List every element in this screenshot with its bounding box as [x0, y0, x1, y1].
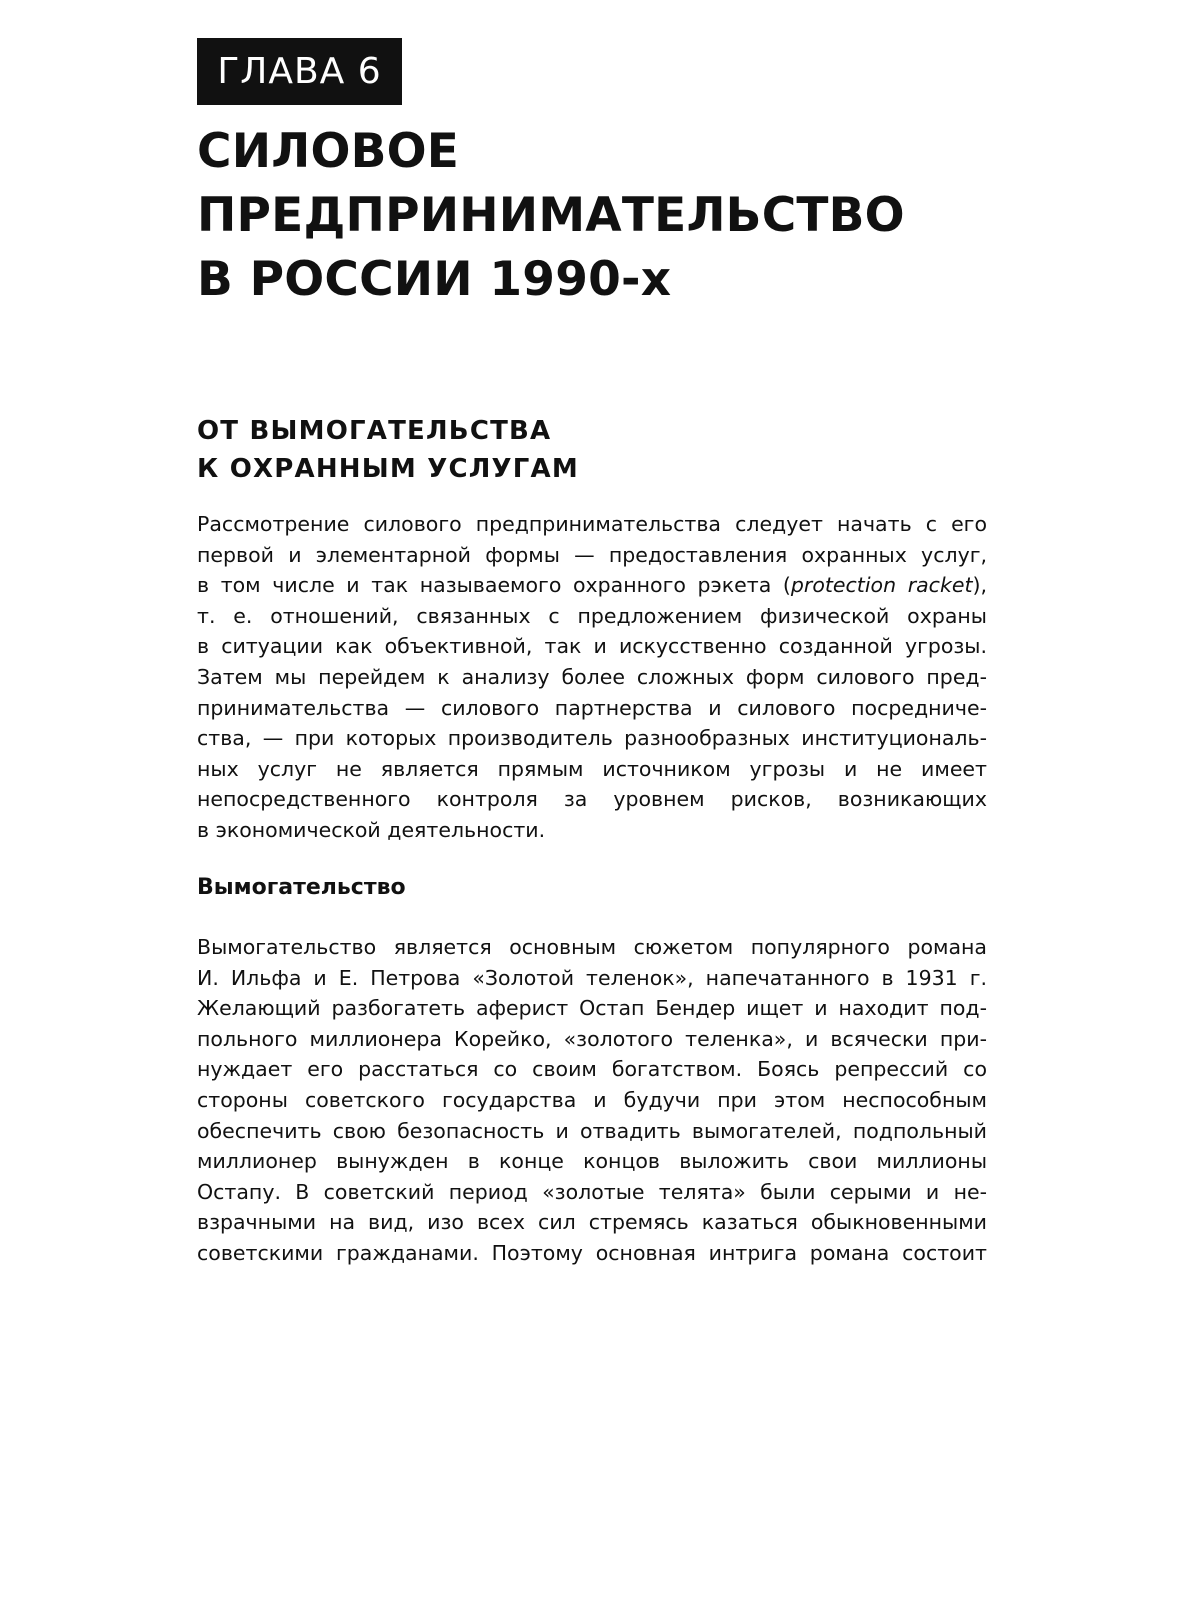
text-line: взрачными на вид, изо всех сил стремясь казаться обыкновенными [197, 1210, 987, 1235]
section-title-line: К ОХРАННЫМ УСЛУГАМ [197, 454, 579, 484]
text-fragment: ), [972, 573, 987, 598]
text-line: Рассмотрение силового предпринимательства следует начать с его [197, 512, 987, 536]
section-paragraph [197, 509, 987, 846]
text-line: Желающий разбогатеть аферист Остап Бендер ищет и находит под- [197, 996, 987, 1021]
text-line: ства, — при которых производитель разнообразных институциональ- [197, 726, 987, 751]
text-line: Остапу. В советский период «золотые телята» были серыми и не- [197, 1179, 987, 1204]
text-line: первой и элементарной формы — предоставления охранных услуг, [197, 542, 987, 567]
text-line: нуждает его расстаться со своим богатством. Боясь репрессий со [197, 1057, 987, 1082]
chapter-label: ГЛАВА 6 [197, 38, 402, 105]
chapter-title-line: ПРЕДПРИНИМАТЕЛЬСТВО [197, 188, 905, 243]
text-line: Затем мы перейдем к анализу более сложных форм силового пред- [197, 664, 987, 689]
section-title-line: ОТ ВЫМОГАТЕЛЬСТВА [197, 416, 552, 446]
text-line [197, 570, 987, 601]
text-line: Вымогательство является основным сюжетом популярного романа [197, 935, 987, 959]
text-line: польного миллионера Корейко, «золотого теленка», и всячески при- [197, 1026, 987, 1051]
section-title [197, 412, 997, 488]
text-line: советскими гражданами. Поэтому основная интрига романа состоит [197, 1240, 987, 1265]
text-line: в ситуации как объективной, так и искусственно созданной угрозы. [197, 634, 987, 659]
chapter-title-line: В РОССИИ 1990-х [197, 252, 672, 307]
text-line: миллионер вынужден в конце концов выложить свои миллионы [197, 1149, 987, 1174]
text-line: принимательства — силового партнерства и силового посредниче- [197, 695, 987, 720]
subsection-title: Вымогательство [197, 875, 406, 900]
text-line: стороны советского государства и будучи при этом неспособным [197, 1087, 987, 1112]
subsection-paragraph [197, 932, 987, 1269]
text-fragment: в том числе и так называемого охранного рэкета ( [197, 573, 791, 598]
chapter-title-line: СИЛОВОЕ [197, 124, 460, 179]
text-line: обеспечить свою безопасность и отвадить вымогателей, подпольный [197, 1118, 987, 1143]
text-line: ных услуг не является прямым источником угрозы и не имеет [197, 756, 987, 781]
text-line: т. е. отношений, связанных с предложением физической охраны [197, 603, 987, 628]
text-line: в экономической деятельности. [197, 817, 546, 842]
chapter-title [197, 120, 997, 312]
text-line: непосредственного контроля за уровнем рисков, возникающих [197, 787, 987, 812]
text-line: И. Ильфа и Е. Петрова «Золотой теленок», напечатанного в 1931 г. [197, 965, 987, 990]
italic-term: protection racket [790, 573, 973, 598]
